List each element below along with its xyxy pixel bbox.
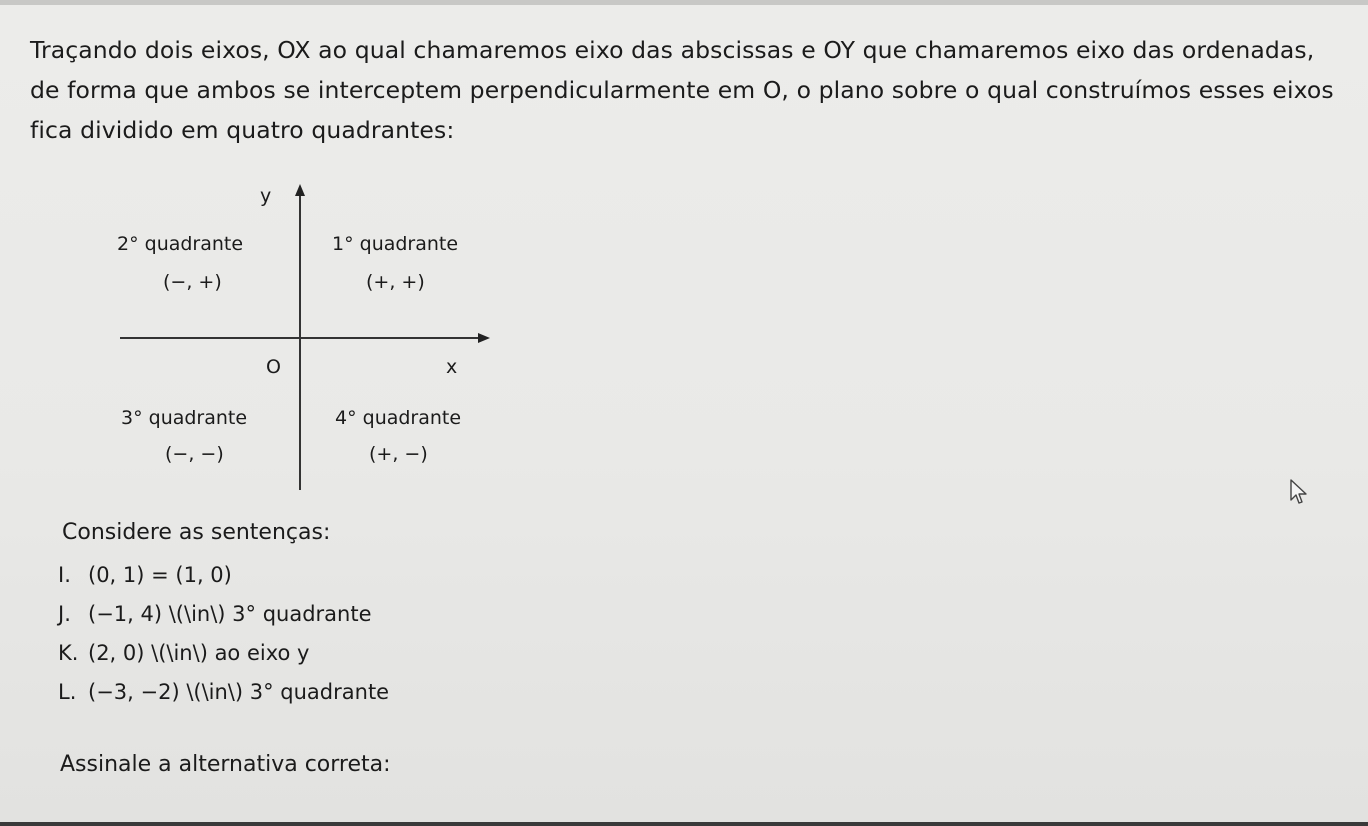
quadrant-diagram [100, 178, 500, 498]
bottom-edge [0, 822, 1368, 826]
sentences-title: Considere as sentenças: [62, 520, 331, 545]
x-axis-label: x [446, 356, 458, 378]
sentence-item [58, 673, 389, 712]
quadrant-3-name: 3° quadrante [121, 407, 248, 429]
sentence-text: (0, 1) = (1, 0) [88, 563, 232, 587]
pointer-cursor-icon [1288, 478, 1310, 506]
sentence-text: (−3, −2) \(\in\) 3° quadrante [88, 680, 390, 704]
quadrant-1-name: 1° quadrante [332, 233, 459, 255]
x-axis-arrow [478, 333, 490, 343]
sentence-marker: I. [58, 563, 71, 587]
quadrant-4-signs: (+, −) [369, 443, 428, 465]
y-axis-label: y [260, 185, 272, 207]
quadrant-2-signs: (−, +) [163, 271, 222, 293]
sentence-marker: L. [58, 680, 77, 704]
sentence-marker: J. [58, 602, 71, 626]
sentence-text: (−1, 4) \(\in\) 3° quadrante [88, 602, 372, 626]
quadrant-4-name: 4° quadrante [335, 407, 462, 429]
sentence-item [58, 634, 389, 673]
quadrant-2-name: 2° quadrante [117, 233, 244, 255]
sentence-text: (2, 0) \(\in\) ao eixo y [88, 641, 310, 665]
instruction-text: Assinale a alternativa correta: [60, 752, 391, 777]
axes-svg [100, 178, 500, 498]
top-edge [0, 0, 1368, 5]
quadrant-3-signs: (−, −) [165, 443, 224, 465]
sentence-item [58, 595, 389, 634]
origin-label: O [266, 356, 281, 378]
intro-paragraph: Traçando dois eixos, OX ao qual chamaremos eixo das abscissas e OY que chamaremos eixo das ordenadas, de forma que ambos se interceptem perpendicularmente em O, o plano sobre o qual construímos esses eixos fica dividido em quatro quadrantes: [30, 36, 1334, 144]
quadrant-1-signs: (+, +) [366, 271, 425, 293]
sentence-marker: K. [58, 641, 79, 665]
sentence-list [58, 556, 389, 712]
sentence-item [58, 556, 389, 595]
y-axis-arrow [295, 184, 305, 196]
